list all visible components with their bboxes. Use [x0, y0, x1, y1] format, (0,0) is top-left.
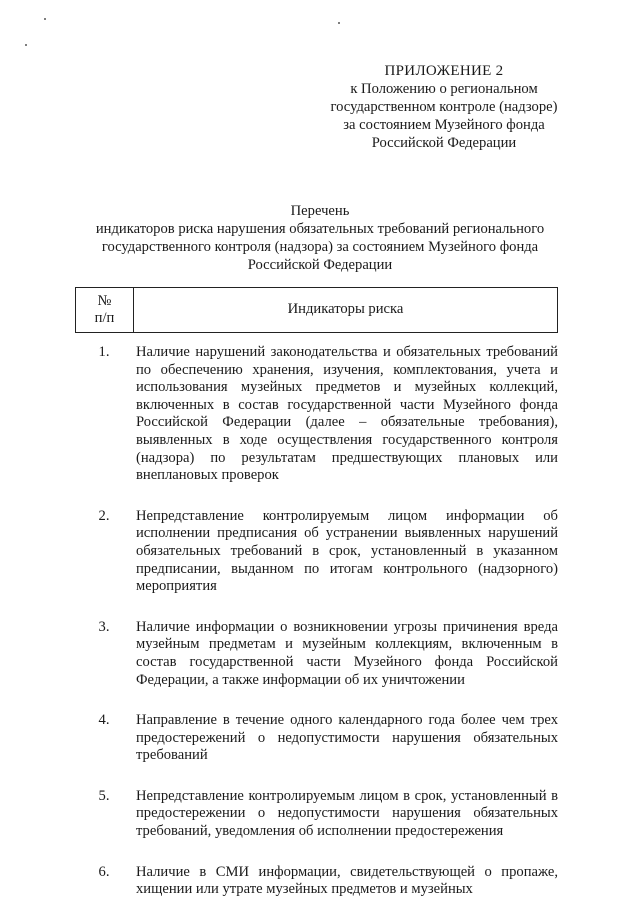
item-text: Непредставление контролируемым лицом в срок, установленный в предостережении о недопустимости нарушения обязательных требований, уведомления об исполнении предостережения [136, 787, 558, 840]
appendix-line: Российской Федерации [371, 135, 517, 151]
item-text: Направление в течение одного календарного года более чем трех предостережений о недопустимости нарушения обязательных требований [136, 712, 558, 764]
appendix-line: к Положению о региональном [350, 81, 538, 97]
column-header-number-line: п/п [94, 310, 115, 326]
list-item [75, 619, 558, 689]
item-number: 4. [98, 712, 110, 729]
list-title-line: Перечень [290, 203, 350, 219]
list-item [75, 788, 558, 841]
list-item [75, 712, 558, 765]
list-title [70, 202, 570, 274]
item-text: Наличие информации о возникновении угрозы причинения вреда музейным предметам и музейным коллекциям, включенным в состав государственной части Музейного фонда Российской Федерации, а также информации об их уничтожении [136, 618, 558, 688]
item-text: Непредставление контролируемым лицом информации об исполнении предписания об устранении выявленных нарушений обязательных требований в срок, установленный в указанном предписании, выданном по итогам контрольного (надзорного) мероприятия [136, 507, 558, 595]
column-header-indicators: Индикаторы риска [287, 301, 404, 317]
item-text: Наличие нарушений законодательства и обязательных требований по обеспечению хранения, изучения, комплектования, учета и использования музейных предметов и музейных коллекций, включенных в состав государственной части Музейного фонда Российской Федерации (далее – обязательные требования), выявленных в ходе осуществления государственного контроля (надзора) по результатам предшествующих плановых или внеплановых проверок [136, 344, 558, 484]
scan-speck [338, 22, 340, 24]
indicator-list [75, 344, 558, 922]
column-header-number-line: № [97, 293, 112, 309]
list-item [75, 508, 558, 596]
item-number: 5. [98, 787, 110, 804]
scan-speck [44, 18, 46, 20]
appendix-line: государственном контроле (надзоре) [330, 99, 558, 115]
list-item [75, 864, 558, 899]
scan-speck [25, 44, 27, 46]
list-title-line: индикаторов риска нарушения обязательных требований регионального [95, 221, 545, 237]
item-number: 2. [98, 507, 110, 524]
list-title-line: государственного контроля (надзора) за состоянием Музейного фонда [101, 239, 539, 255]
item-number: 1. [98, 344, 110, 360]
item-text: Наличие в СМИ информации, свидетельствующей о пропаже, хищении или утрате музейных предметов и музейных [136, 863, 558, 898]
list-item [75, 344, 558, 485]
appendix-block [310, 62, 578, 152]
column-header-number [76, 288, 134, 332]
appendix-line: за состоянием Музейного фонда [343, 117, 545, 133]
appendix-title: ПРИЛОЖЕНИЕ 2 [384, 63, 504, 79]
item-number: 6. [98, 863, 110, 880]
list-title-line: Российской Федерации [247, 257, 393, 273]
table-header [75, 287, 558, 333]
item-number: 3. [98, 618, 110, 635]
